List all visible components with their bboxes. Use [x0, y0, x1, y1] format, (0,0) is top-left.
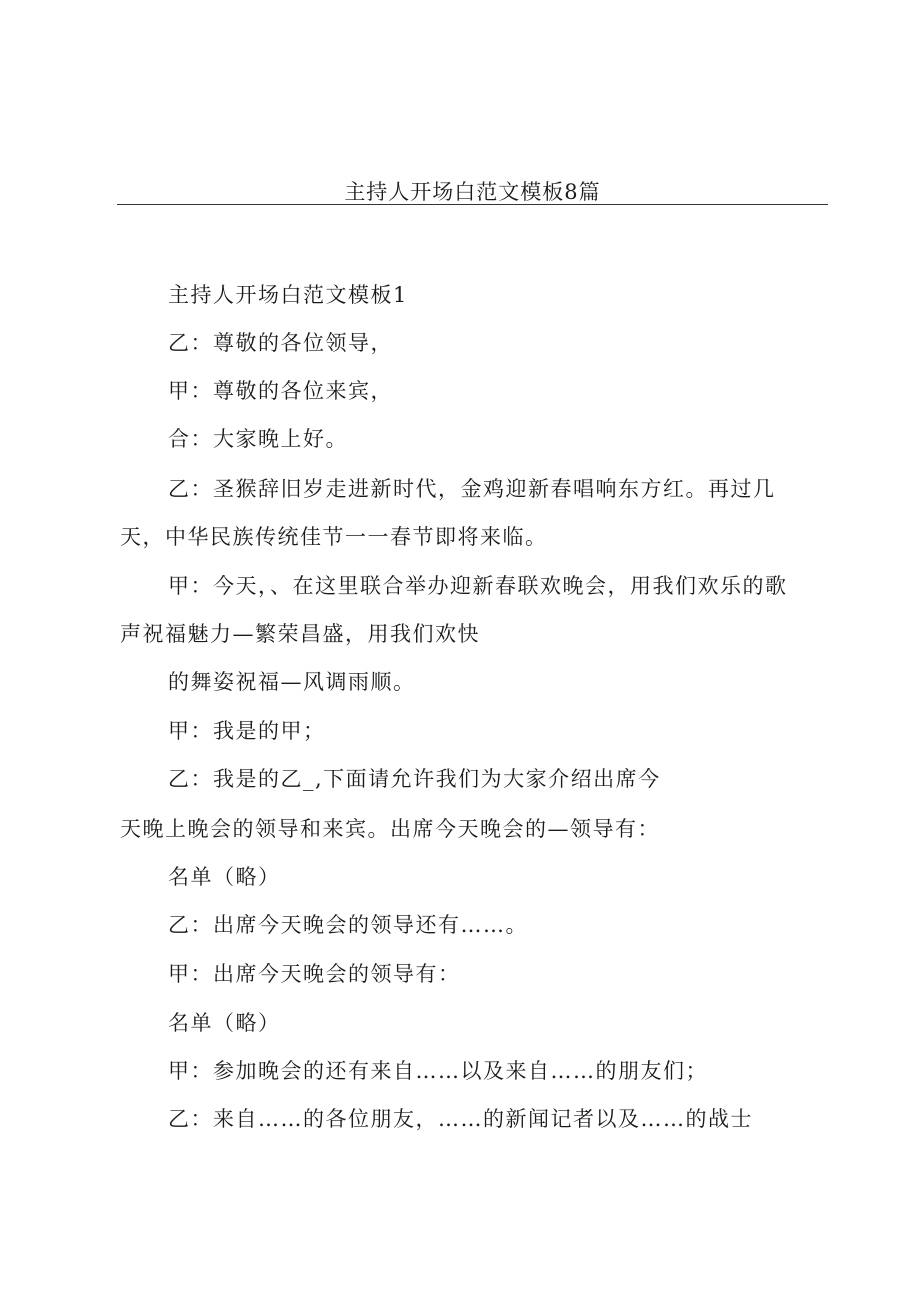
paragraph-line: 乙：圣猴辞旧岁走进新时代，金鸡迎新春唱响东方红。再过几 [168, 477, 776, 501]
paragraph-line: 天晚上晚会的领导和来宾。出席今天晚会的—领导有： [120, 817, 660, 841]
paragraph-line: 甲：出席今天晚会的领导有： [168, 962, 461, 986]
paragraph-line: 乙：我是的乙_,下面请允许我们为大家介绍出席今 [168, 767, 661, 791]
paragraph-line: 声祝福魅力—繁荣昌盛，用我们欢快 [120, 622, 480, 646]
section-heading: 主持人开场白范文模板1 [168, 283, 408, 307]
document-title: 主持人开场白范文模板8篇 [344, 180, 601, 204]
paragraph-line: 合：大家晚上好。 [168, 427, 348, 451]
paragraph-line: 乙：出席今天晚会的领导还有……。 [168, 913, 528, 937]
paragraph-line: 的舞姿祝福—风调雨顺。 [168, 670, 416, 694]
paragraph-line: 甲：我是的甲； [168, 719, 326, 743]
paragraph-line: 乙：来自……的各位朋友，……的新闻记者以及……的战士 [168, 1107, 753, 1131]
paragraph-line: 名单（略） [168, 1011, 281, 1035]
paragraph-line: 甲：今天，、在这里联合举办迎新春联欢晚会，用我们欢乐的歌 [168, 574, 788, 598]
paragraph-line: 天，中华民族传统佳节一一春节即将来临。 [120, 525, 548, 549]
paragraph-line: 乙：尊敬的各位领导， [168, 331, 393, 355]
paragraph-line: 甲：参加晚会的还有来自……以及来自……的朋友们； [168, 1059, 708, 1083]
paragraph-line: 甲：尊敬的各位来宾， [168, 379, 393, 403]
header-divider [117, 204, 828, 205]
paragraph-line: 名单（略） [168, 865, 281, 889]
